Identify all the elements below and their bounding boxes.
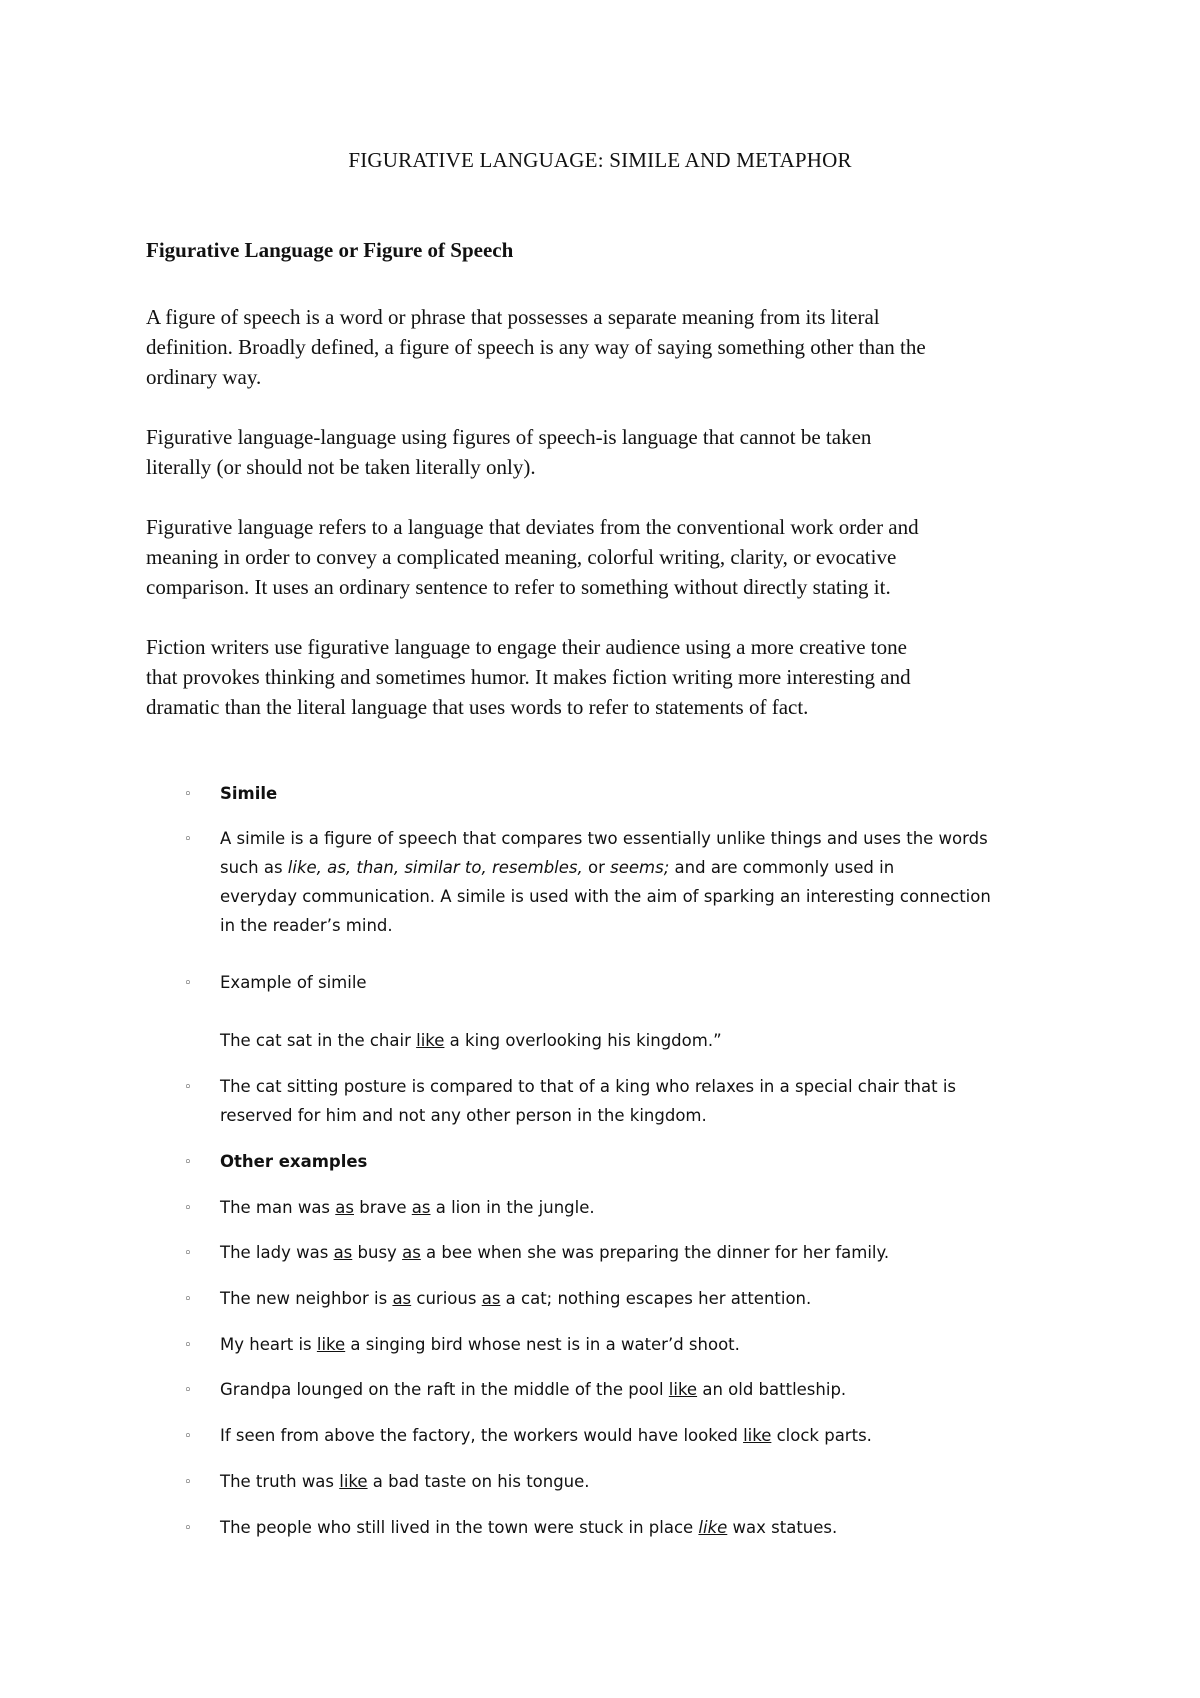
list-item-text <box>220 1072 1100 1130</box>
paragraph-line: ordinary way. <box>146 365 262 389</box>
italic-text-run: like, as, than, similar to, resembles, <box>287 858 583 877</box>
text-run: curious <box>411 1289 482 1308</box>
list-item-text <box>220 824 1100 940</box>
underlined-text-run: like <box>416 1031 445 1050</box>
italic-text-run: seems; <box>610 858 670 877</box>
underlined-text-run: as <box>481 1289 501 1308</box>
paragraph-line: Figurative language-language using figures of speech-is language that cannot be taken <box>146 425 872 449</box>
text-run: a king overlooking his kingdom.” <box>444 1031 722 1050</box>
list-item-text <box>220 1284 1100 1313</box>
example-line <box>220 1421 1100 1450</box>
list-item-text <box>220 1193 1100 1222</box>
underlined-text-run: like <box>698 1518 728 1537</box>
underlined-text-run: like <box>339 1472 368 1491</box>
paragraph-line: A figure of speech is a word or phrase that possesses a separate meaning from its literal <box>146 305 880 329</box>
bullet-icon: ◦ <box>184 1521 192 1536</box>
example-line <box>220 1330 1100 1359</box>
underlined-text-run: as <box>333 1243 353 1262</box>
explanation-line: reserved for him and not any other person in the kingdom. <box>220 1106 707 1125</box>
text-run: such as <box>220 858 288 877</box>
bullet-icon: ◦ <box>184 976 192 991</box>
definition-line: A simile is a figure of speech that compares two essentially unlike things and uses the words <box>220 829 988 848</box>
bullet-icon: ◦ <box>184 1201 192 1216</box>
paragraph-line: Fiction writers use figurative language to engage their audience using a more creative tone <box>146 635 907 659</box>
list-item-text <box>220 968 1100 997</box>
text-run: clock parts. <box>771 1426 872 1445</box>
bullet-icon: ◦ <box>184 832 192 847</box>
list-item-text <box>220 1375 1100 1404</box>
text-run: The lady was <box>220 1243 334 1262</box>
text-run: Grandpa lounged on the raft in the middle of the pool <box>220 1380 669 1399</box>
underlined-text-run: as <box>402 1243 421 1262</box>
list-item-text <box>220 779 1100 808</box>
example-line <box>220 1193 1100 1222</box>
section-heading: Figurative Language or Figure of Speech <box>146 238 514 262</box>
bullet-icon: ◦ <box>184 1429 192 1444</box>
example-line <box>220 1467 1100 1496</box>
text-run: busy <box>352 1243 403 1262</box>
paragraph-line: definition. Broadly defined, a figure of speech is any way of saying something other than the <box>146 335 926 359</box>
paragraph-line: comparison. It uses an ordinary sentence to refer to something without directly stating it. <box>146 575 891 599</box>
text-run: The new neighbor is <box>220 1289 393 1308</box>
paragraph-line: meaning in order to convey a complicated meaning, colorful writing, clarity, or evocative <box>146 545 897 569</box>
list-item-text <box>220 1330 1100 1359</box>
text-run: The people who still lived in the town were stuck in place <box>220 1518 699 1537</box>
text-run: The truth was <box>220 1472 340 1491</box>
text-run: and are commonly used in <box>669 858 895 877</box>
list-item-text <box>220 1513 1100 1542</box>
simile-heading: Simile <box>220 784 278 803</box>
list-item-text <box>220 1421 1100 1450</box>
paragraph-line: that provokes thinking and sometimes humor. It makes fiction writing more interesting and <box>146 665 911 689</box>
text-run: a bad taste on his tongue. <box>367 1472 590 1491</box>
underlined-text-run: like <box>668 1380 698 1399</box>
bullet-icon: ◦ <box>184 1080 192 1095</box>
text-run: an old battleship. <box>697 1380 847 1399</box>
text-run: The cat sat in the chair <box>220 1031 417 1050</box>
list-item-text <box>220 1467 1100 1496</box>
example-line <box>220 1238 1100 1267</box>
text-run: The man was <box>220 1198 336 1217</box>
underlined-text-run: like <box>316 1335 346 1354</box>
paragraph-line: Figurative language refers to a language that deviates from the conventional work order and <box>146 515 919 539</box>
definition-line <box>220 853 1100 882</box>
document-title: FIGURATIVE LANGUAGE: SIMILE AND METAPHOR <box>348 148 852 172</box>
text-run: brave <box>354 1198 412 1217</box>
example-label: Example of simile <box>220 973 367 992</box>
bullet-icon: ◦ <box>184 787 192 802</box>
example-line <box>220 1513 1100 1542</box>
other-examples-heading: Other examples <box>220 1152 368 1171</box>
definition-line: in the reader’s mind. <box>220 916 393 935</box>
example-line <box>220 1026 1100 1055</box>
bullet-icon: ◦ <box>184 1338 192 1353</box>
text-run: or <box>582 858 611 877</box>
bullet-icon: ◦ <box>184 1475 192 1490</box>
underlined-text-run: as <box>392 1289 412 1308</box>
text-run: My heart is <box>220 1335 317 1354</box>
definition-line: everyday communication. A simile is used with the aim of sparking an interesting connection <box>220 887 991 906</box>
text-run: a cat; nothing escapes her attention. <box>500 1289 812 1308</box>
bullet-icon: ◦ <box>184 1383 192 1398</box>
list-item-text <box>220 1238 1100 1267</box>
text-run: a singing bird whose nest is in a water’d shoot. <box>345 1335 740 1354</box>
text-run: If seen from above the factory, the workers would have looked <box>220 1426 744 1445</box>
underlined-text-run: like <box>743 1426 772 1445</box>
list-item-text <box>220 1026 1100 1055</box>
explanation-line: The cat sitting posture is compared to that of a king who relaxes in a special chair that is <box>220 1077 956 1096</box>
list-item-text <box>220 1147 1100 1176</box>
text-run: wax statues. <box>727 1518 838 1537</box>
text-run: a lion in the jungle. <box>430 1198 595 1217</box>
example-line <box>220 1375 1100 1404</box>
example-line <box>220 1284 1100 1313</box>
bullet-icon: ◦ <box>184 1155 192 1170</box>
bullet-icon: ◦ <box>184 1246 192 1261</box>
underlined-text-run: as <box>335 1198 354 1217</box>
paragraph-line: dramatic than the literal language that uses words to refer to statements of fact. <box>146 695 809 719</box>
text-run: a bee when she was preparing the dinner for her family. <box>420 1243 890 1262</box>
bullet-icon: ◦ <box>184 1292 192 1307</box>
underlined-text-run: as <box>411 1198 431 1217</box>
paragraph-line: literally (or should not be taken literally only). <box>146 455 536 479</box>
